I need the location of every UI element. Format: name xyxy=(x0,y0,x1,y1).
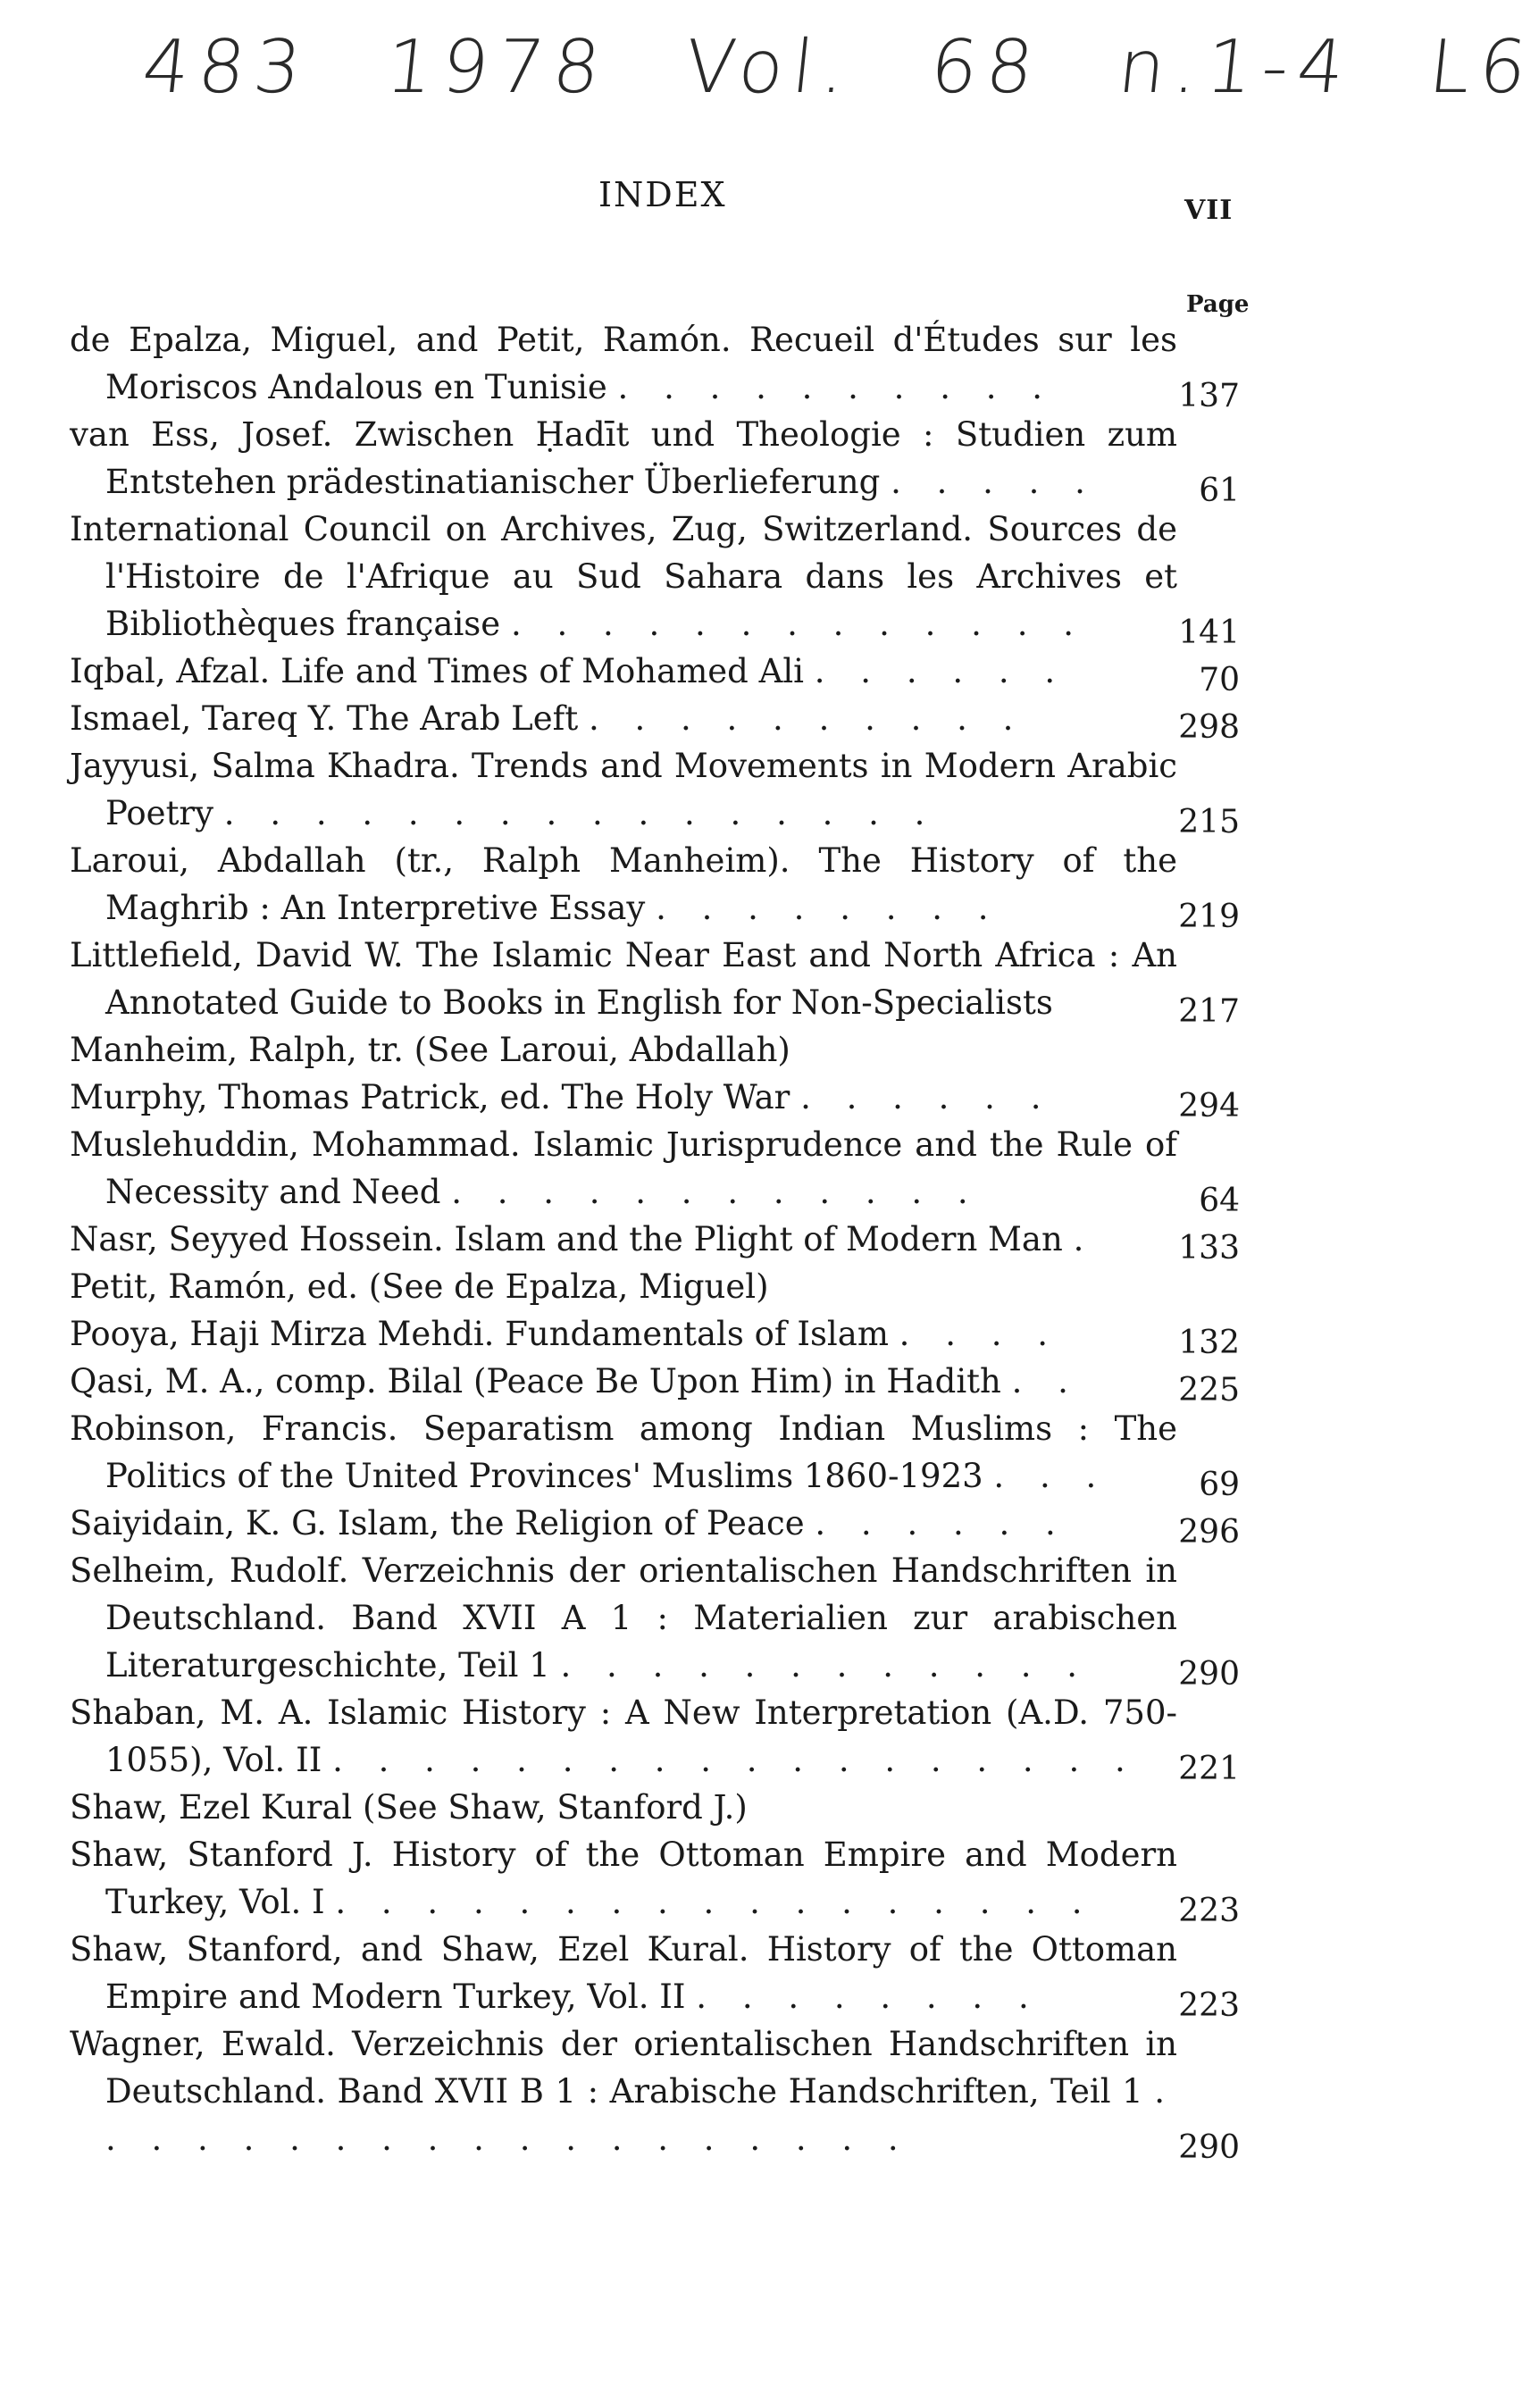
entry-page: 294 xyxy=(1178,1088,1240,1125)
entry-page: 223 xyxy=(1178,1893,1240,1929)
entry-page: 217 xyxy=(1178,993,1240,1030)
index-entry xyxy=(70,1074,1258,1125)
entry-text: Muslehuddin, Mohammad. Islamic Jurisprudence and the Rule of Necessity and Need . . . . . . . . . . . . xyxy=(70,1125,1177,1211)
entry-text: Selheim, Rudolf. Verzeichnis der orientalischen Handschriften in Deutschland. Band XVII A 1 : Materialien zur arabischen Literaturgeschichte, Teil 1 . . . . . . . . . . . . xyxy=(70,1551,1177,1685)
index-entry xyxy=(70,1121,1258,1219)
entry-page: 219 xyxy=(1178,899,1240,935)
index-entry xyxy=(70,932,1258,1030)
entry-text: Nasr, Seyyed Hossein. Islam and the Plight of Modern Man . xyxy=(70,1220,1097,1258)
index-entry xyxy=(70,1926,1258,2024)
index-entry xyxy=(70,1689,1258,1787)
entry-text: Qasi, M. A., comp. Bilal (Peace Be Upon Him) in Hadith . . xyxy=(70,1362,1081,1400)
entry-page: 290 xyxy=(1178,1656,1240,1693)
index-entry xyxy=(70,695,1258,746)
entry-page: 223 xyxy=(1178,1987,1240,2024)
entry-text: International Council on Archives, Zug, Switzerland. Sources de l'Histoire de l'Afrique au Sud Sahara dans les Archives et Bibliothèques française . . . . . . . . . . . . . xyxy=(70,510,1177,643)
entry-text: Littlefield, David W. The Islamic Near East and North Africa : An Annotated Guide to Books in English for Non-Specialists xyxy=(70,936,1177,1022)
index-entry xyxy=(70,1263,1258,1310)
page-number: VII xyxy=(1184,195,1234,226)
entry-text: Shaw, Stanford J. History of the Ottoman Empire and Modern Turkey, Vol. I . . . . . . . . . . . . . . . . . xyxy=(70,1835,1177,1921)
index-entry xyxy=(70,316,1258,414)
index-entry xyxy=(70,2020,1258,2166)
entry-text: Shaw, Ezel Kural (See Shaw, Stanford J.) xyxy=(70,1788,748,1827)
entry-text: van Ess, Josef. Zwischen Ḥadīt und Theologie : Studien zum Entstehen prädestinatianischer Überlieferung . . . . . xyxy=(70,415,1177,501)
index-entry xyxy=(70,1784,1258,1831)
entry-text: Robinson, Francis. Separatism among Indian Muslims : The Politics of the United Provinces' Muslims 1860-1923 . . . xyxy=(70,1409,1177,1495)
entry-page: 137 xyxy=(1178,378,1240,414)
index-entry xyxy=(70,1026,1258,1074)
index-entry xyxy=(70,1405,1258,1503)
entry-text: Saiyidain, K. G. Islam, the Religion of Peace . . . . . . xyxy=(70,1504,1068,1543)
index-entry xyxy=(70,837,1258,935)
entry-text: de Epalza, Miguel, and Petit, Ramón. Recueil d'Études sur les Moriscos Andalous en Tunisie . . . . . . . . . . xyxy=(70,321,1177,406)
entry-page: 69 xyxy=(1199,1467,1240,1503)
index-entry xyxy=(70,411,1258,509)
index-entry xyxy=(70,1831,1258,1929)
entry-page: 61 xyxy=(1199,472,1240,509)
index-entry xyxy=(70,742,1258,840)
entry-text: Shaban, M. A. Islamic History : A New Interpretation (A.D. 750-1055), Vol. II . . . . . . . . . . . . . . . . . . xyxy=(70,1693,1177,1779)
entry-text: Shaw, Stanford, and Shaw, Ezel Kural. History of the Ottoman Empire and Modern Turkey, Vol. II . . . . . . . . xyxy=(70,1930,1177,2016)
entry-page: 215 xyxy=(1178,804,1240,840)
entry-text: Iqbal, Afzal. Life and Times of Mohamed Ali . . . . . . xyxy=(70,652,1068,690)
entry-page: 64 xyxy=(1199,1183,1240,1219)
index-entry xyxy=(70,1216,1258,1267)
entry-text: Ismael, Tareq Y. The Arab Left . . . . . . . . . . xyxy=(70,699,1026,738)
entry-text: Wagner, Ewald. Verzeichnis der orientalischen Handschriften in Deutschland. Band XVII B 1 : Arabische Handschriften, Teil 1 . . . . . . . . . . . . . . . . . . . xyxy=(70,2025,1177,2158)
index-entry xyxy=(70,648,1258,698)
index-entry xyxy=(70,506,1258,651)
entry-text: Murphy, Thomas Patrick, ed. The Holy War . . . . . . xyxy=(70,1078,1054,1116)
entry-page: 298 xyxy=(1178,709,1240,746)
entry-text: Pooya, Haji Mirza Mehdi. Fundamentals of Islam . . . . xyxy=(70,1315,1061,1353)
handwritten-annotation: 483 1978 Vol. 68 n.1-4 L6 xyxy=(138,25,1539,110)
index-entries xyxy=(70,316,1258,2166)
index-entry xyxy=(70,1310,1258,1361)
entry-text: Petit, Ramón, ed. (See de Epalza, Miguel) xyxy=(70,1267,769,1306)
entry-text: Laroui, Abdallah (tr., Ralph Manheim). The History of the Maghrib : An Interpretive Essay . . . . . . . . xyxy=(70,841,1177,927)
entry-page: 70 xyxy=(1199,662,1240,698)
index-entry xyxy=(70,1500,1258,1551)
entry-page: 290 xyxy=(1178,2129,1240,2166)
index-entry xyxy=(70,1547,1258,1693)
entry-page: 133 xyxy=(1178,1230,1240,1267)
entry-page: 296 xyxy=(1178,1514,1240,1551)
page-title: INDEX xyxy=(598,175,727,214)
entry-page: 132 xyxy=(1178,1325,1240,1361)
entry-page: 221 xyxy=(1178,1751,1240,1787)
index-entry xyxy=(70,1358,1258,1409)
entry-text: Jayyusi, Salma Khadra. Trends and Movements in Modern Arabic Poetry . . . . . . . . . . . . . . . . xyxy=(70,747,1177,832)
entry-text: Manheim, Ralph, tr. (See Laroui, Abdallah) xyxy=(70,1031,790,1069)
entry-page: 225 xyxy=(1178,1372,1240,1409)
page-column-label: Page xyxy=(1186,291,1250,318)
entry-page: 141 xyxy=(1178,615,1240,651)
